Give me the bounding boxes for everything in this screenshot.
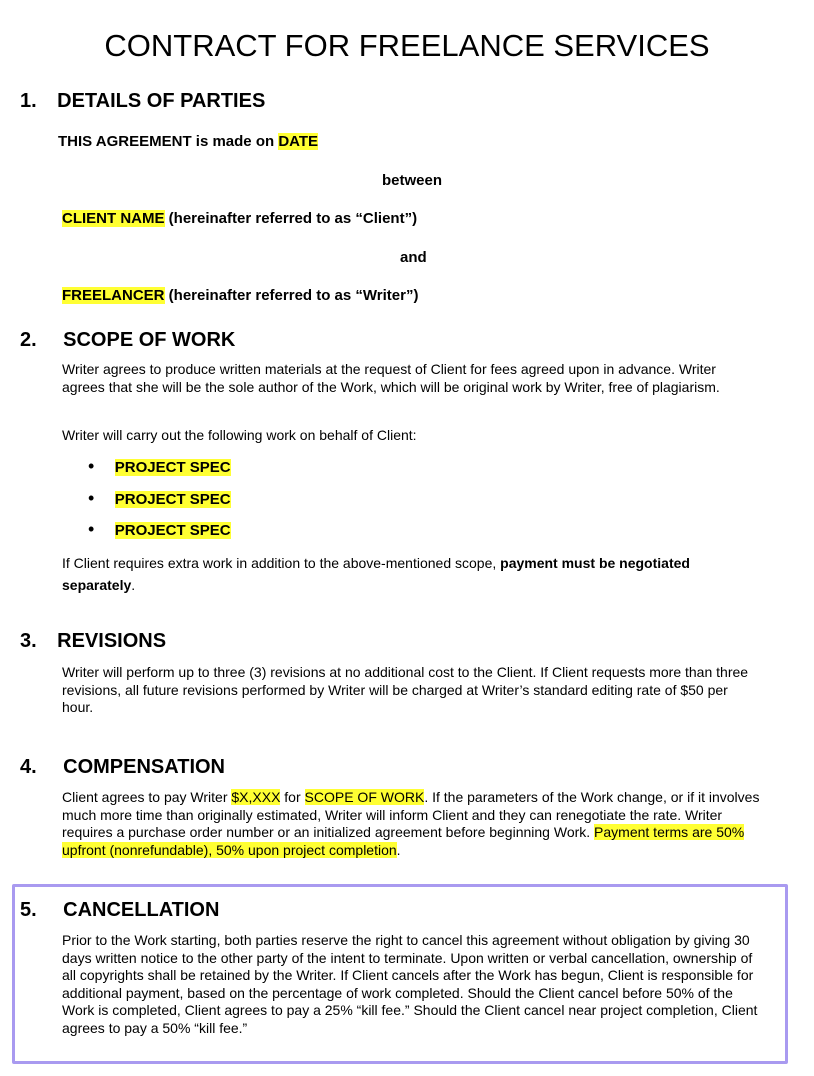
extra-work-line [62, 555, 690, 571]
freelancer-placeholder: FREELANCER [62, 287, 165, 304]
section-5-header [20, 899, 219, 922]
scope-paragraph: Writer agrees to produce written materials at the request of Client for fees agreed upon in advance. Writer agrees that she will be the sole author of the Work, which will be original work by Writer, free of plagiarism. [62, 361, 720, 395]
extra-work-end: . [131, 577, 136, 593]
compensation-end: . [396, 841, 401, 858]
list-item [88, 488, 231, 509]
freelancer-line [62, 287, 418, 304]
client-line [62, 210, 417, 227]
project-spec-placeholder: PROJECT SPEC [114, 459, 231, 476]
section-3-header [20, 630, 166, 653]
client-suffix: (hereinafter referred to as “Client”) [164, 210, 418, 227]
project-spec-placeholder: PROJECT SPEC [114, 491, 231, 508]
extra-work-bold: payment must be negotiated [500, 555, 690, 571]
compensation-paragraph [62, 789, 762, 859]
compensation-part-2: for [280, 789, 305, 805]
revisions-paragraph: Writer will perform up to three (3) revisions at no additional cost to the Client. If Client requests more than three revisions, all future revisions performed by Writer will be charged at Writer’s standard editing rate of $50 per hour. [62, 664, 749, 716]
list-item [88, 456, 231, 477]
section-number: 5. [20, 899, 37, 921]
compensation-part-1: Client agrees to pay Writer [62, 789, 232, 805]
bullet-icon: • [88, 519, 95, 539]
page-title: CONTRACT FOR FREELANCE SERVICES [104, 28, 710, 63]
extra-work-line-2 [62, 577, 135, 593]
section-heading: SCOPE OF WORK [63, 329, 236, 351]
scope-placeholder: SCOPE OF WORK [304, 789, 425, 805]
section-heading: REVISIONS [57, 630, 167, 652]
and-text: and [400, 249, 427, 266]
section-4-header [20, 756, 225, 779]
extra-work-prefix: If Client requires extra work in addition to the above-mentioned scope, [62, 555, 501, 571]
client-name-placeholder: CLIENT NAME [62, 210, 165, 227]
agreement-prefix: THIS AGREEMENT is made on [58, 133, 279, 150]
project-spec-placeholder: PROJECT SPEC [114, 522, 231, 539]
payment-terms: Payment terms are 50% upfront (nonrefundable), 50% upon project completion [62, 824, 745, 858]
section-heading: COMPENSATION [63, 756, 225, 778]
scope-intro: Writer will carry out the following work on behalf of Client: [62, 427, 417, 443]
section-number: 2. [20, 329, 37, 351]
section-heading: CANCELLATION [63, 899, 220, 921]
section-number: 3. [20, 630, 37, 652]
cancellation-paragraph: Prior to the Work starting, both parties reserve the right to cancel this agreement without obligation by giving 30 days written notice to the other party of the intent to terminate. Upon written or verbal cancellation, ownership of all copyrights shall be retained by the Writer. If Client cancels after the Work has begun, Client is responsible for additional payment, based on the percentage of work completed. Should the Client cancel before 50% of the Work is completed, Client agrees to pay a 25% “kill fee.” Should the Client cancel near project completion, Client agrees to pay a 50% “kill fee.” [62, 932, 758, 1036]
agreement-line [58, 133, 318, 150]
date-placeholder: DATE [278, 133, 319, 150]
amount-placeholder: $X,XXX [231, 789, 281, 805]
section-number: 1. [20, 90, 37, 112]
section-number: 4. [20, 756, 37, 778]
section-heading: DETAILS OF PARTIES [57, 90, 266, 112]
list-item [88, 519, 231, 540]
between-text: between [382, 172, 443, 189]
bullet-icon: • [88, 456, 95, 476]
bullet-icon: • [88, 488, 95, 508]
section-1-header [20, 90, 265, 113]
extra-work-bold-2: separately [62, 577, 132, 593]
section-2-header [20, 329, 235, 352]
freelancer-suffix: (hereinafter referred to as “Writer”) [164, 287, 419, 304]
compensation-part-3: . If the parameters of the Work change, or if it involves much more time than originally estimated, Writer will inform Client and they can renegotiate the rate. Writer requires a purchase order number or an initialized agreement before beginning Work. [62, 789, 760, 841]
